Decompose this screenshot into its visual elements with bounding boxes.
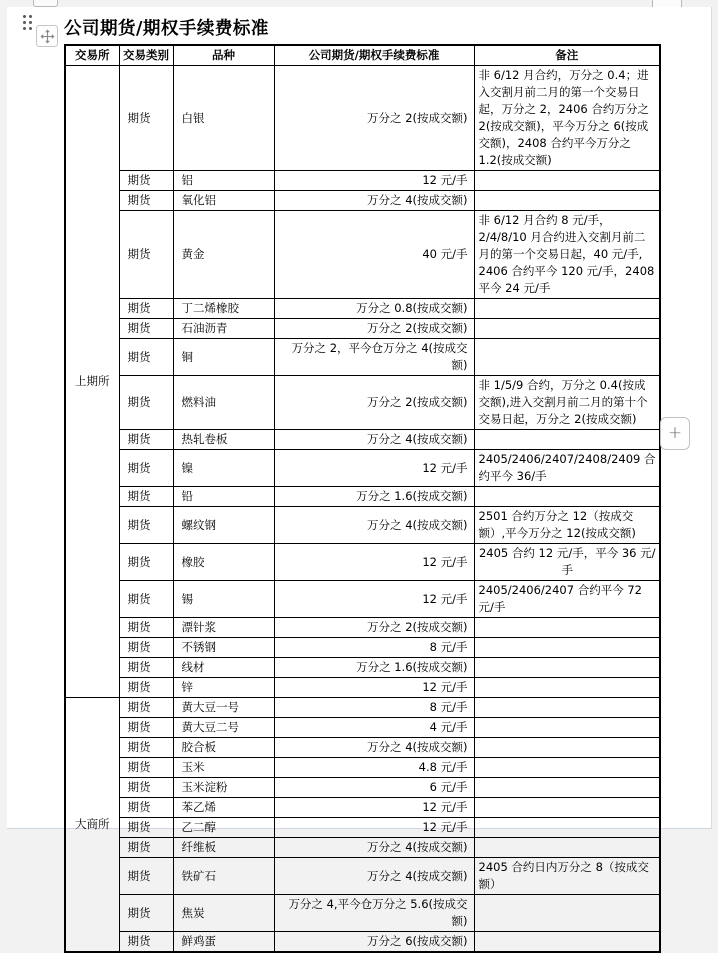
table-row bbox=[65, 339, 660, 376]
category-cell: 期货 bbox=[119, 738, 173, 758]
product-cell: 玉米 bbox=[173, 758, 274, 778]
category-cell: 期货 bbox=[119, 718, 173, 738]
table-row bbox=[65, 171, 660, 191]
table-row bbox=[65, 698, 660, 718]
table-row bbox=[65, 299, 660, 319]
table-row bbox=[65, 66, 660, 171]
fee-cell: 12 元/手 bbox=[274, 544, 474, 581]
table-row bbox=[65, 211, 660, 299]
remark-cell: 2501 合约万分之 12（按成交额）,平今万分之 12(按成交额) bbox=[474, 507, 660, 544]
remark-cell bbox=[474, 191, 660, 211]
product-cell: 黄大豆一号 bbox=[173, 698, 274, 718]
remark-cell bbox=[474, 895, 660, 932]
remark-cell bbox=[474, 319, 660, 339]
fee-cell: 4 元/手 bbox=[274, 718, 474, 738]
remark-cell: 2405/2406/2407 合约平今 72 元/手 bbox=[474, 581, 660, 618]
fee-cell: 万分之 4(按成交额) bbox=[274, 507, 474, 544]
product-cell: 橡胶 bbox=[173, 544, 274, 581]
category-cell: 期货 bbox=[119, 450, 173, 487]
fee-cell: 万分之 2(按成交额) bbox=[274, 618, 474, 638]
product-cell: 铅 bbox=[173, 487, 274, 507]
table-row bbox=[65, 487, 660, 507]
product-cell: 锡 bbox=[173, 581, 274, 618]
remark-cell bbox=[474, 758, 660, 778]
fee-cell: 40 元/手 bbox=[274, 211, 474, 299]
remark-cell bbox=[474, 487, 660, 507]
drag-dots-icon[interactable] bbox=[21, 14, 33, 31]
product-cell: 不锈钢 bbox=[173, 638, 274, 658]
category-cell: 期货 bbox=[119, 858, 173, 895]
category-cell: 期货 bbox=[119, 191, 173, 211]
remark-cell bbox=[474, 818, 660, 838]
table-row bbox=[65, 430, 660, 450]
category-cell: 期货 bbox=[119, 778, 173, 798]
product-cell: 焦炭 bbox=[173, 895, 274, 932]
remark-cell bbox=[474, 932, 660, 953]
document-page bbox=[7, 7, 712, 948]
category-cell: 期货 bbox=[119, 658, 173, 678]
fee-cell: 8 元/手 bbox=[274, 638, 474, 658]
table-row bbox=[65, 638, 660, 658]
remark-cell bbox=[474, 738, 660, 758]
category-cell: 期货 bbox=[119, 678, 173, 698]
table-row bbox=[65, 932, 660, 953]
category-cell: 期货 bbox=[119, 698, 173, 718]
fee-cell: 万分之 1.6(按成交额) bbox=[274, 658, 474, 678]
fee-cell: 万分之 2，平今仓万分之 4(按成交额) bbox=[274, 339, 474, 376]
remark-cell bbox=[474, 698, 660, 718]
product-cell: 丁二烯橡胶 bbox=[173, 299, 274, 319]
remark-cell bbox=[474, 718, 660, 738]
product-cell: 热轧卷板 bbox=[173, 430, 274, 450]
remark-cell: 2405/2406/2407/2408/2409 合约平今 36/手 bbox=[474, 450, 660, 487]
category-cell: 期货 bbox=[119, 932, 173, 953]
remark-cell bbox=[474, 638, 660, 658]
category-cell: 期货 bbox=[119, 171, 173, 191]
remark-cell bbox=[474, 798, 660, 818]
category-cell: 期货 bbox=[119, 507, 173, 544]
table-row bbox=[65, 191, 660, 211]
category-cell: 期货 bbox=[119, 211, 173, 299]
fee-cell: 万分之 2(按成交额) bbox=[274, 319, 474, 339]
plus-button[interactable]: + bbox=[660, 417, 690, 450]
product-cell: 铝 bbox=[173, 171, 274, 191]
fee-cell: 12 元/手 bbox=[274, 818, 474, 838]
remark-cell: 非 6/12 月合约，万分之 0.4；进入交割月前二月的第一个交易日起，万分之 2，2406 合约万分之 2(按成交额)，平今万分之 6(按成交额)，2408 合约平今万分之 1.2(按成交额) bbox=[474, 66, 660, 171]
fee-cell: 12 元/手 bbox=[274, 798, 474, 818]
category-cell: 期货 bbox=[119, 339, 173, 376]
fee-cell: 万分之 2(按成交额) bbox=[274, 376, 474, 430]
move-table-handle[interactable] bbox=[36, 25, 58, 47]
category-cell: 期货 bbox=[119, 638, 173, 658]
fee-cell: 万分之 4(按成交额) bbox=[274, 738, 474, 758]
table-row bbox=[65, 718, 660, 738]
product-cell: 纤维板 bbox=[173, 838, 274, 858]
product-cell: 镍 bbox=[173, 450, 274, 487]
product-cell: 线材 bbox=[173, 658, 274, 678]
category-cell: 期货 bbox=[119, 581, 173, 618]
col-header-4: 备注 bbox=[474, 45, 660, 66]
fee-cell: 4.8 元/手 bbox=[274, 758, 474, 778]
table-row bbox=[65, 544, 660, 581]
remark-cell bbox=[474, 778, 660, 798]
category-cell: 期货 bbox=[119, 430, 173, 450]
product-cell: 白银 bbox=[173, 66, 274, 171]
product-cell: 螺纹钢 bbox=[173, 507, 274, 544]
fee-cell: 万分之 4(按成交额) bbox=[274, 838, 474, 858]
product-cell: 苯乙烯 bbox=[173, 798, 274, 818]
table-row bbox=[65, 818, 660, 838]
remark-cell bbox=[474, 299, 660, 319]
table-row bbox=[65, 507, 660, 544]
fee-cell: 8 元/手 bbox=[274, 698, 474, 718]
fee-cell: 万分之 0.8(按成交额) bbox=[274, 299, 474, 319]
col-header-1: 交易类别 bbox=[119, 45, 173, 66]
category-cell: 期货 bbox=[119, 818, 173, 838]
product-cell: 氧化铝 bbox=[173, 191, 274, 211]
table-row bbox=[65, 758, 660, 778]
remark-cell bbox=[474, 339, 660, 376]
table-row bbox=[65, 858, 660, 895]
product-cell: 锌 bbox=[173, 678, 274, 698]
table-row bbox=[65, 319, 660, 339]
fee-cell: 万分之 4(按成交额) bbox=[274, 430, 474, 450]
fee-standards-table bbox=[64, 44, 661, 953]
remark-cell: 非 6/12 月合约 8 元/手，2/4/8/10 月合约进入交割月前二月的第一个交易日起，40 元/手, 2406 合约平今 120 元/手，2408 平今 24 元/手 bbox=[474, 211, 660, 299]
table-row bbox=[65, 778, 660, 798]
remark-cell bbox=[474, 838, 660, 858]
col-header-0: 交易所 bbox=[65, 45, 119, 66]
category-cell: 期货 bbox=[119, 838, 173, 858]
product-cell: 黄金 bbox=[173, 211, 274, 299]
category-cell: 期货 bbox=[119, 66, 173, 171]
remark-cell bbox=[474, 430, 660, 450]
remark-cell bbox=[474, 678, 660, 698]
page-title: 公司期货/期权手续费标准 bbox=[64, 19, 269, 39]
table-row bbox=[65, 738, 660, 758]
product-cell: 胶合板 bbox=[173, 738, 274, 758]
table-row bbox=[65, 376, 660, 430]
fee-cell: 6 元/手 bbox=[274, 778, 474, 798]
product-cell: 燃料油 bbox=[173, 376, 274, 430]
table-row bbox=[65, 838, 660, 858]
fee-cell: 万分之 1.6(按成交额) bbox=[274, 487, 474, 507]
category-cell: 期货 bbox=[119, 299, 173, 319]
fee-cell: 12 元/手 bbox=[274, 450, 474, 487]
move-icon bbox=[40, 29, 55, 44]
table-row bbox=[65, 618, 660, 638]
remark-cell bbox=[474, 171, 660, 191]
fee-cell: 12 元/手 bbox=[274, 171, 474, 191]
product-cell: 石油沥青 bbox=[173, 319, 274, 339]
fee-cell: 万分之 4(按成交额) bbox=[274, 858, 474, 895]
col-header-3: 公司期货/期权手续费标准 bbox=[274, 45, 474, 66]
category-cell: 期货 bbox=[119, 798, 173, 818]
table-row bbox=[65, 895, 660, 932]
category-cell: 期货 bbox=[119, 895, 173, 932]
category-cell: 期货 bbox=[119, 618, 173, 638]
product-cell: 铁矿石 bbox=[173, 858, 274, 895]
category-cell: 期货 bbox=[119, 376, 173, 430]
exchange-cell: 大商所 bbox=[65, 698, 119, 953]
product-cell: 玉米淀粉 bbox=[173, 778, 274, 798]
remark-cell bbox=[474, 658, 660, 678]
fee-cell: 万分之 4(按成交额) bbox=[274, 191, 474, 211]
table-row bbox=[65, 581, 660, 618]
fee-cell: 12 元/手 bbox=[274, 678, 474, 698]
remark-cell bbox=[474, 618, 660, 638]
remark-cell: 非 1/5/9 合约，万分之 0.4(按成交额),进入交割月前二月的第十个交易日起，万分之 2(按成交额) bbox=[474, 376, 660, 430]
exchange-cell: 上期所 bbox=[65, 66, 119, 698]
fee-cell: 万分之 2(按成交额) bbox=[274, 66, 474, 171]
table-row bbox=[65, 450, 660, 487]
product-cell: 鲜鸡蛋 bbox=[173, 932, 274, 953]
category-cell: 期货 bbox=[119, 319, 173, 339]
product-cell: 黄大豆二号 bbox=[173, 718, 274, 738]
table-row bbox=[65, 678, 660, 698]
col-header-2: 品种 bbox=[173, 45, 274, 66]
fee-cell: 万分之 4,平今仓万分之 5.6(按成交额) bbox=[274, 895, 474, 932]
category-cell: 期货 bbox=[119, 544, 173, 581]
remark-cell: 2405 合约日内万分之 8（按成交额） bbox=[474, 858, 660, 895]
table-header-row bbox=[65, 45, 660, 66]
product-cell: 漂针浆 bbox=[173, 618, 274, 638]
product-cell: 乙二醇 bbox=[173, 818, 274, 838]
top-left-cutoff-element bbox=[33, 0, 58, 7]
fee-cell: 万分之 6(按成交额) bbox=[274, 932, 474, 953]
category-cell: 期货 bbox=[119, 758, 173, 778]
product-cell: 铜 bbox=[173, 339, 274, 376]
table-row bbox=[65, 658, 660, 678]
category-cell: 期货 bbox=[119, 487, 173, 507]
remark-cell: 2405 合约 12 元/手，平今 36 元/手 bbox=[474, 544, 660, 581]
fee-cell: 12 元/手 bbox=[274, 581, 474, 618]
table-row bbox=[65, 798, 660, 818]
